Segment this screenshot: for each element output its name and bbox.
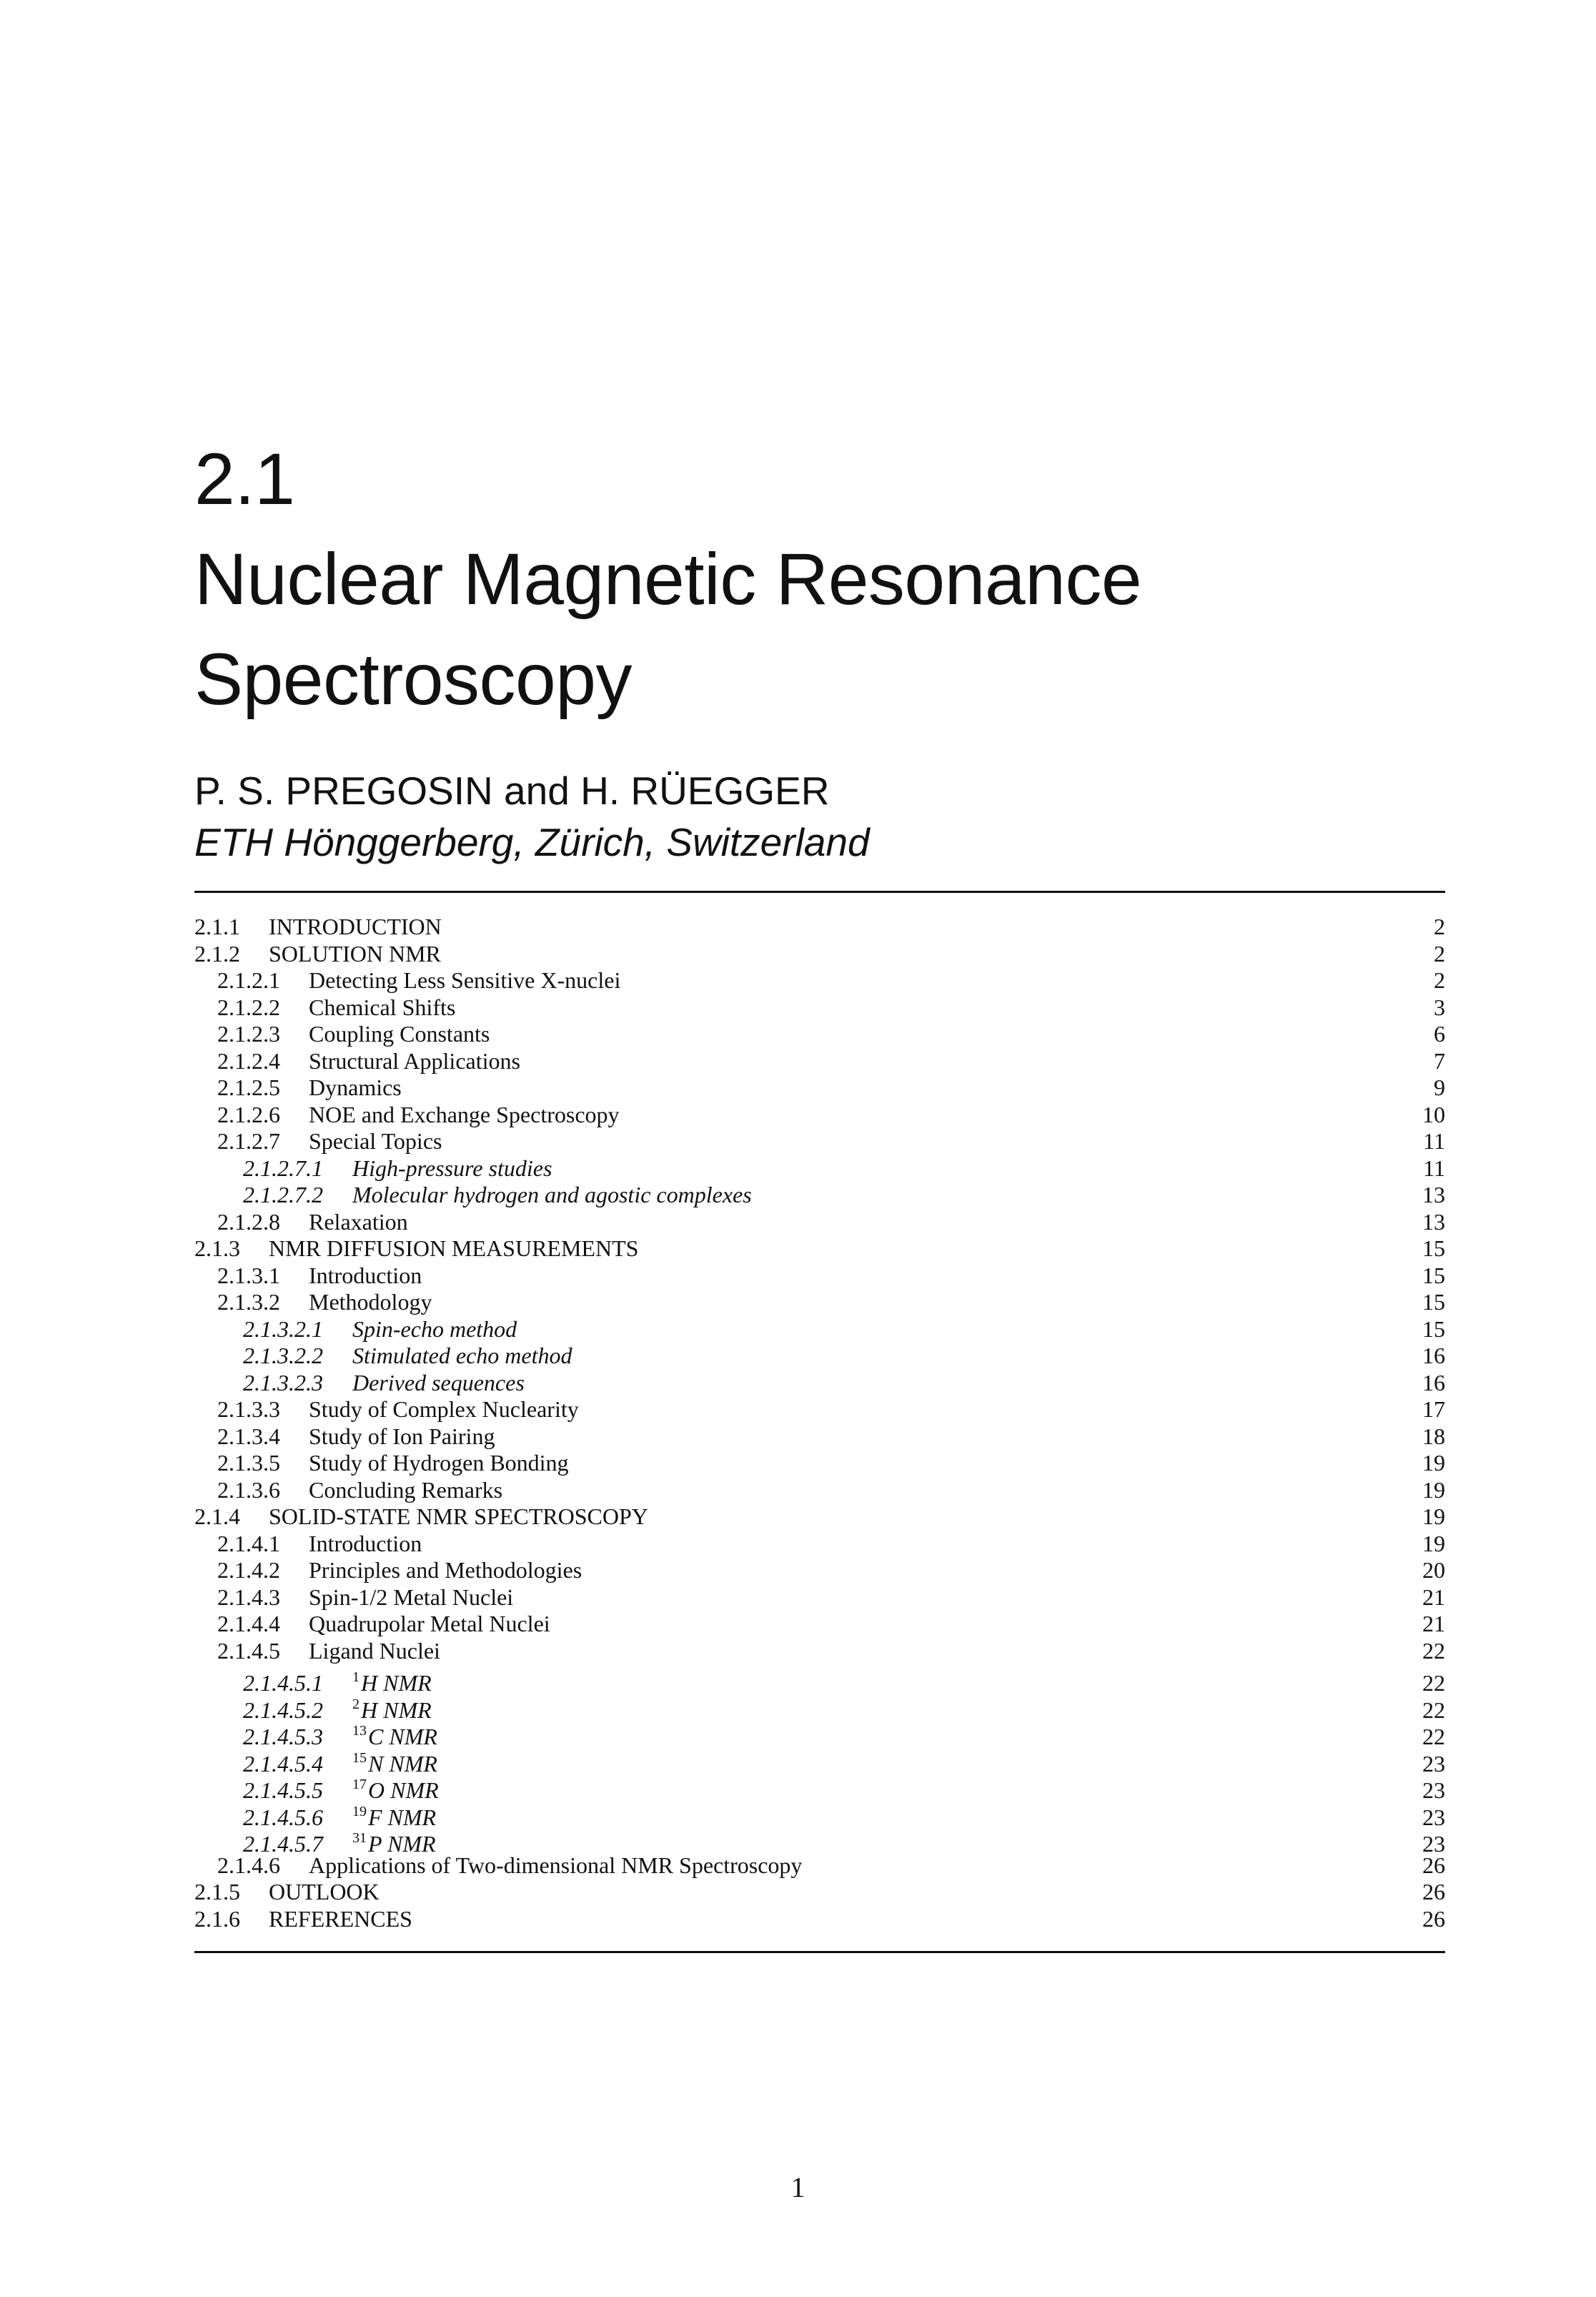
- toc-entry-isotope-superscript: 31: [352, 1830, 367, 1846]
- toc-entry-page: 23: [1422, 1804, 1445, 1830]
- toc-entry: [194, 1235, 1445, 1263]
- toc-entry: [194, 1343, 1445, 1370]
- toc-entry: [194, 1450, 1445, 1477]
- toc-entry-title: [309, 1128, 1388, 1155]
- toc-entry-title-text: Quadrupolar Metal Nuclei: [309, 1611, 550, 1636]
- table-of-contents: [194, 914, 1445, 1932]
- toc-entry-number: 2.1.4.4: [217, 1611, 280, 1636]
- toc-entry-title-text: O NMR: [368, 1777, 439, 1803]
- toc-entry-title-text: REFERENCES: [269, 1905, 412, 1932]
- toc-entry: [194, 1745, 1445, 1777]
- toc-entry-title: [269, 914, 1388, 941]
- toc-entry-title: [269, 1906, 1388, 1933]
- toc-entry-number: 2.1.4.3: [217, 1584, 280, 1610]
- toc-entry-page: 23: [1422, 1777, 1445, 1803]
- toc-entry-number: 2.1.2.5: [217, 1075, 280, 1100]
- toc-entry-number: 2.1.4.2: [217, 1557, 280, 1583]
- toc-entry-number: 2.1.2.1: [217, 967, 280, 993]
- toc-entry-title-text: Introduction: [309, 1262, 422, 1288]
- toc-entry-title: [309, 1102, 1388, 1129]
- toc-entry-title-text: OUTLOOK: [269, 1879, 380, 1905]
- toc-entry-number: 2.1.3: [194, 1235, 240, 1261]
- toc-entry-page: 19: [1422, 1476, 1445, 1503]
- toc-entry-page: 19: [1422, 1503, 1445, 1529]
- toc-entry-number: 2.1.2.7: [217, 1128, 280, 1154]
- toc-entry-page: 20: [1422, 1557, 1445, 1583]
- toc-entry-title-text: Derived sequences: [352, 1369, 525, 1396]
- chapter-title-line: Spectroscopy: [194, 638, 632, 720]
- toc-entry-title-text: Chemical Shifts: [309, 994, 456, 1020]
- toc-entry-title: [309, 994, 1388, 1022]
- toc-entry-title-text: C NMR: [368, 1724, 437, 1749]
- toc-entry-page: 9: [1434, 1075, 1445, 1100]
- toc-entry: [194, 1531, 1445, 1558]
- toc-entry-title-text: Dynamics: [309, 1075, 402, 1100]
- toc-entry-number: 2.1.3.5: [217, 1450, 280, 1476]
- toc-entry-page: 15: [1422, 1235, 1445, 1261]
- toc-entry-number: 2.1.4.5: [217, 1637, 280, 1664]
- toc-entry-page: 2: [1434, 914, 1445, 939]
- toc-entry-number: 2.1.4.5.3: [243, 1724, 323, 1749]
- toc-entry-title-text: Introduction: [309, 1530, 422, 1556]
- chapter-title: [194, 529, 1438, 729]
- toc-entry-number: 2.1.1: [194, 914, 240, 939]
- toc-entry: [194, 1718, 1445, 1749]
- toc-entry-title-text: Special Topics: [309, 1128, 442, 1154]
- toc-entry-page: 2: [1434, 940, 1445, 967]
- toc-entry-title: [269, 1879, 1388, 1906]
- toc-entry: [194, 1799, 1445, 1830]
- toc-entry-page: 26: [1422, 1879, 1445, 1905]
- toc-entry-page: 13: [1422, 1208, 1445, 1235]
- toc-entry-page: 19: [1422, 1530, 1445, 1556]
- toc-entry-title-text: SOLUTION NMR: [269, 940, 441, 967]
- toc-entry-title-text: High-pressure studies: [352, 1155, 552, 1181]
- toc-entry-title-text: Concluding Remarks: [309, 1476, 503, 1503]
- toc-entry-page: 23: [1422, 1750, 1445, 1777]
- toc-entry-page: 2: [1434, 967, 1445, 993]
- toc-entry-title: [309, 1263, 1388, 1290]
- toc-entry: [194, 1423, 1445, 1451]
- toc-entry-number: 2.1.3.1: [217, 1262, 280, 1288]
- toc-entry-title: [352, 1343, 1388, 1370]
- toc-entry-number: 2.1.4: [194, 1503, 240, 1529]
- toc-entry: [194, 967, 1445, 994]
- toc-entry-title-text: Applications of Two-dimensional NMR Spectroscopy: [309, 1852, 803, 1878]
- toc-entry-title-text: Spin-1/2 Metal Nuclei: [309, 1584, 514, 1610]
- toc-entry-title: [352, 1155, 1388, 1182]
- toc-entry-title: [352, 1316, 1388, 1343]
- toc-entry: [194, 1182, 1445, 1209]
- toc-entry-title: [309, 1638, 1388, 1665]
- toc-entry-title-text: Relaxation: [309, 1208, 408, 1235]
- toc-entry-number: 2.1.3.2.2: [243, 1343, 323, 1368]
- toc-entry-page: 21: [1422, 1584, 1445, 1610]
- toc-entry-title-text: Coupling Constants: [309, 1021, 490, 1047]
- toc-entry-page: 22: [1422, 1637, 1445, 1664]
- toc-entry: [194, 1263, 1445, 1290]
- toc-entry: [194, 1155, 1445, 1182]
- toc-entry-number: 2.1.3.2.3: [243, 1369, 323, 1396]
- toc-entry: [194, 1772, 1445, 1803]
- toc-entry-title: [309, 1048, 1388, 1075]
- toc-entry-title: [309, 1531, 1388, 1558]
- toc-entry-page: 15: [1422, 1289, 1445, 1315]
- toc-entry: [194, 1316, 1445, 1343]
- toc-entry-title: [269, 1503, 1388, 1531]
- toc-entry-title-text: INTRODUCTION: [269, 914, 442, 939]
- toc-entry: [194, 1396, 1445, 1423]
- toc-entry-title: [352, 1370, 1388, 1397]
- toc-entry-title: [269, 941, 1388, 968]
- toc-entry-number: 2.1.4.5.1: [243, 1670, 323, 1696]
- toc-entry-title-text: H NMR: [361, 1696, 432, 1723]
- toc-entry-page: 6: [1434, 1021, 1445, 1047]
- toc-entry-title-text: Study of Complex Nuclearity: [309, 1396, 579, 1422]
- toc-entry-title: [309, 1075, 1388, 1102]
- toc-entry-page: 16: [1422, 1369, 1445, 1396]
- toc-entry-number: 2.1.4.5.5: [243, 1777, 323, 1803]
- toc-entry-page: 10: [1422, 1101, 1445, 1127]
- toc-entry-number: 2.1.2.2: [217, 994, 280, 1020]
- toc-entry-page: 3: [1434, 994, 1445, 1020]
- toc-entry-title: [309, 1423, 1388, 1451]
- toc-entry: [194, 941, 1445, 968]
- toc-entry-page: 16: [1422, 1343, 1445, 1368]
- toc-entry-number: 2.1.2.7.2: [243, 1182, 323, 1207]
- toc-entry-title: [269, 1235, 1388, 1263]
- toc-entry-title-text: Methodology: [309, 1289, 432, 1315]
- toc-entry: [194, 1638, 1445, 1665]
- toc-entry: [194, 1557, 1445, 1584]
- toc-entry-isotope-superscript: 17: [352, 1777, 367, 1792]
- toc-entry-isotope-superscript: 1: [352, 1669, 360, 1685]
- toc-entry-title-text: P NMR: [368, 1831, 436, 1857]
- toc-entry: [194, 994, 1445, 1022]
- toc-entry: [194, 914, 1445, 941]
- toc-entry-page: 11: [1423, 1128, 1445, 1154]
- toc-entry-number: 2.1.3.3: [217, 1396, 280, 1422]
- toc-entry: [194, 1048, 1445, 1075]
- toc-entry-title: [309, 1477, 1388, 1504]
- toc-entry-number: 2.1.2: [194, 940, 240, 967]
- toc-entry-isotope-superscript: 15: [352, 1749, 367, 1766]
- toc-entry-number: 2.1.4.1: [217, 1530, 280, 1556]
- toc-entry-title: [309, 1450, 1388, 1477]
- toc-entry-title: [309, 1557, 1388, 1584]
- toc-entry-title-text: Stimulated echo method: [352, 1343, 573, 1368]
- toc-entry: [194, 1879, 1445, 1906]
- toc-entry-page: 22: [1422, 1724, 1445, 1749]
- toc-entry: [194, 1102, 1445, 1129]
- toc-entry-number: 2.1.4.5.2: [243, 1696, 323, 1723]
- toc-entry-number: 2.1.4.5.4: [243, 1750, 323, 1777]
- toc-entry-title: [309, 967, 1388, 994]
- toc-entry-page: 22: [1422, 1670, 1445, 1696]
- toc-entry-number: 2.1.6: [194, 1905, 240, 1932]
- toc-entry-title: [309, 1396, 1388, 1423]
- toc-entry-title-text: SOLID-STATE NMR SPECTROSCOPY: [269, 1503, 648, 1529]
- toc-entry: [194, 1664, 1445, 1696]
- toc-entry-title: [309, 1852, 1388, 1879]
- toc-entry: [194, 1128, 1445, 1155]
- toc-entry-title-text: Ligand Nuclei: [309, 1637, 440, 1664]
- toc-entry-title-text: F NMR: [368, 1804, 437, 1830]
- toc-entry-page: 26: [1422, 1905, 1445, 1932]
- toc-entry-page: 26: [1422, 1852, 1445, 1878]
- toc-entry-page: 13: [1422, 1182, 1445, 1207]
- toc-entry-title-text: NMR DIFFUSION MEASUREMENTS: [269, 1235, 639, 1261]
- toc-entry-number: 2.1.3.2.1: [243, 1315, 323, 1342]
- toc-entry-title: [309, 1209, 1388, 1236]
- toc-bottom-rule: [194, 1951, 1445, 1953]
- toc-entry: [194, 1370, 1445, 1397]
- toc-entry-page: 11: [1423, 1155, 1445, 1181]
- toc-entry-number: 2.1.3.4: [217, 1423, 280, 1449]
- toc-entry-title-text: Study of Hydrogen Bonding: [309, 1450, 569, 1476]
- toc-entry-number: 2.1.2.6: [217, 1101, 280, 1127]
- toc-entry-page: 7: [1434, 1047, 1445, 1074]
- toc-entry-title-text: Molecular hydrogen and agostic complexes: [352, 1182, 752, 1207]
- toc-entry-title-text: Study of Ion Pairing: [309, 1423, 495, 1449]
- toc-entry-number: 2.1.2.4: [217, 1047, 280, 1074]
- toc-entry-title: [309, 1584, 1388, 1611]
- toc-entry-title: [309, 1021, 1388, 1048]
- toc-entry-number: 2.1.3.2: [217, 1289, 280, 1315]
- chapter-title-line: Nuclear Magnetic Resonance: [194, 538, 1142, 620]
- toc-entry-page: 17: [1422, 1396, 1445, 1422]
- toc-entry: [194, 1611, 1445, 1638]
- toc-entry-isotope-superscript: 13: [352, 1723, 367, 1739]
- toc-entry-number: 2.1.4.5.6: [243, 1804, 323, 1830]
- toc-entry-page: 23: [1422, 1831, 1445, 1857]
- toc-entry-page: 18: [1422, 1423, 1445, 1449]
- toc-entry: [194, 1503, 1445, 1531]
- toc-entry-number: 2.1.3.6: [217, 1476, 280, 1503]
- toc-entry-number: 2.1.2.7.1: [243, 1155, 323, 1181]
- authors: P. S. PREGOSIN and H. RÜEGGER: [194, 769, 830, 813]
- toc-entry-number: 2.1.4.6: [217, 1852, 280, 1878]
- toc-entry-title-text: Spin-echo method: [352, 1315, 517, 1342]
- toc-entry-isotope-superscript: 2: [352, 1696, 360, 1712]
- toc-entry-number: 2.1.5: [194, 1879, 240, 1905]
- toc-entry-title-text: Structural Applications: [309, 1047, 520, 1074]
- affiliation: ETH Hönggerberg, Zürich, Switzerland: [194, 820, 870, 864]
- chapter-number: 2.1: [194, 438, 295, 520]
- toc-entry: [194, 1691, 1445, 1723]
- toc-entry-title: [309, 1289, 1388, 1316]
- toc-entry-page: 22: [1422, 1696, 1445, 1723]
- toc-entry-number: 2.1.2.3: [217, 1021, 280, 1047]
- toc-entry-title: [352, 1182, 1388, 1209]
- toc-entry: [194, 1289, 1445, 1316]
- toc-entry-title-text: H NMR: [361, 1670, 432, 1696]
- chapter-header: [194, 429, 1438, 868]
- toc-entry-page: 19: [1422, 1450, 1445, 1476]
- toc-entry-number: 2.1.2.8: [217, 1208, 280, 1235]
- toc-entry: [194, 1021, 1445, 1048]
- toc-entry: [194, 1825, 1445, 1857]
- toc-entry-title-text: Detecting Less Sensitive X-nuclei: [309, 967, 621, 993]
- toc-entry: [194, 1852, 1445, 1879]
- toc-entry-title-text: N NMR: [368, 1750, 437, 1777]
- toc-entry: [194, 1584, 1445, 1611]
- toc-entry: [194, 1477, 1445, 1504]
- toc-entry: [194, 1209, 1445, 1236]
- toc-entry: [194, 1906, 1445, 1933]
- toc-entry-title: [309, 1611, 1388, 1638]
- toc-entry-page: 21: [1422, 1611, 1445, 1636]
- page-number: 1: [790, 2171, 806, 2203]
- toc-entry-isotope-superscript: 19: [352, 1803, 367, 1819]
- toc-entry-title-text: NOE and Exchange Spectroscopy: [309, 1101, 620, 1127]
- toc-entry-title-text: Principles and Methodologies: [309, 1557, 583, 1583]
- toc-entry-number: 2.1.4.5.7: [243, 1831, 323, 1857]
- toc-entry-page: 15: [1422, 1315, 1445, 1342]
- toc-entry: [194, 1075, 1445, 1102]
- toc-entry-page: 15: [1422, 1262, 1445, 1288]
- toc-top-rule: [194, 891, 1445, 893]
